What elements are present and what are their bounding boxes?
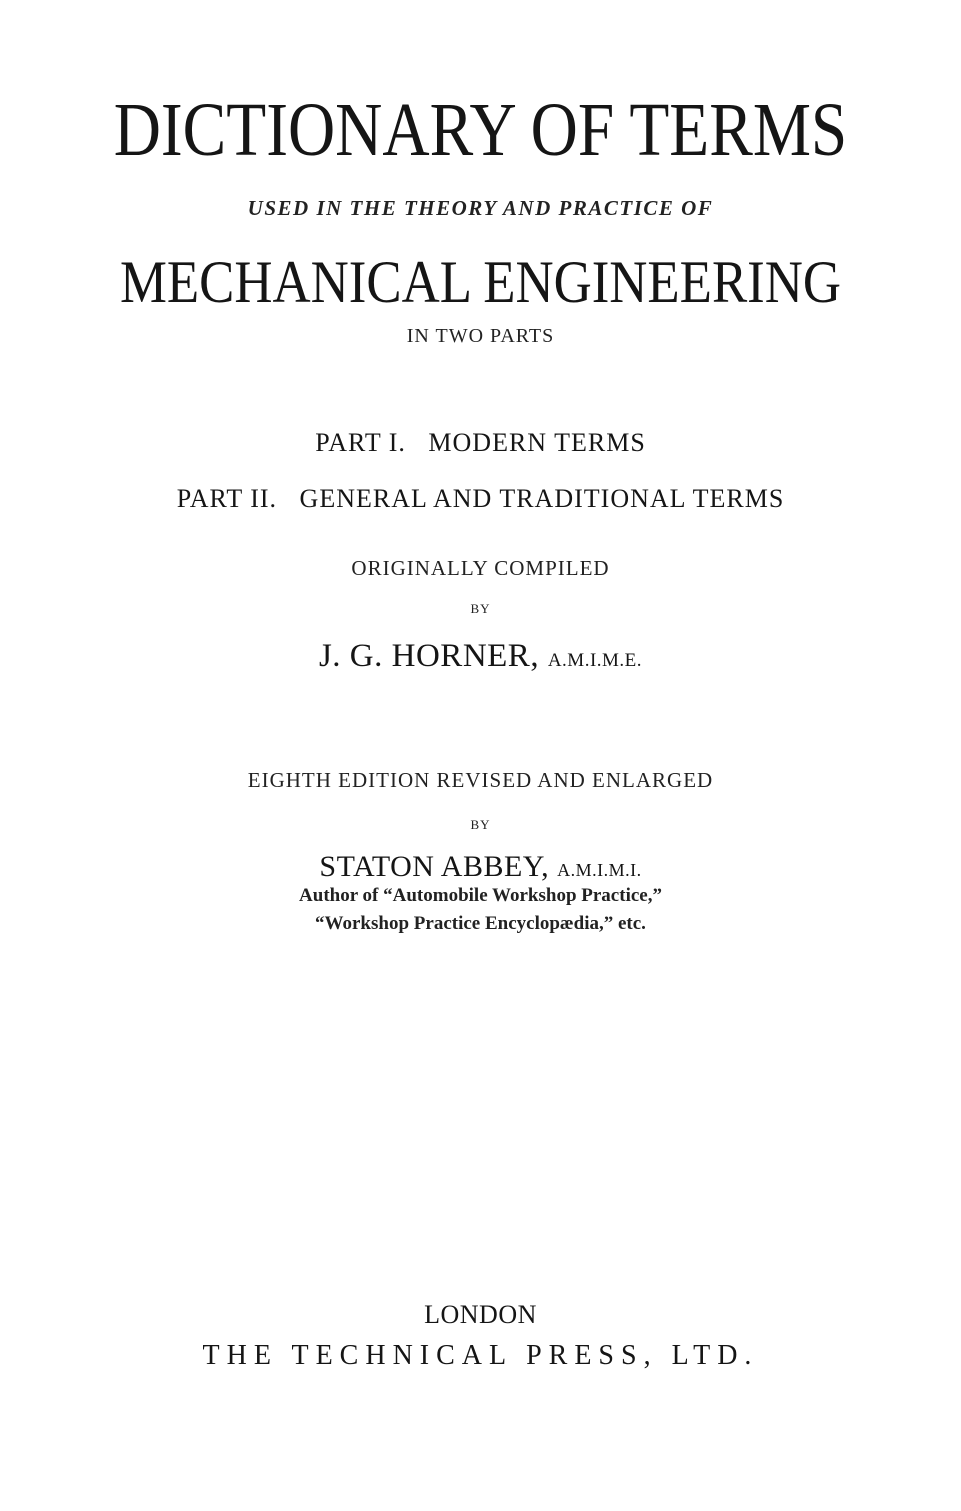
imprint-publisher: THE TECHNICAL PRESS, LTD. — [202, 1340, 759, 1371]
book-title: DICTIONARY OF TERMS — [113, 88, 848, 172]
part-one-heading: PART I. MODERN TERMS — [315, 428, 646, 457]
original-author-name: J. G. HORNER, — [318, 638, 540, 674]
edition-label: EIGHTH EDITION REVISED AND ENLARGED — [247, 768, 714, 792]
by-label-original: BY — [470, 601, 491, 616]
imprint-city: LONDON — [424, 1300, 537, 1329]
original-author-credentials: A.M.I.M.E. — [547, 650, 643, 671]
by-label-edition: BY — [470, 817, 491, 832]
reviser-name: STATON ABBEY, — [319, 850, 550, 883]
book-title-subject: MECHANICAL ENGINEERING — [119, 249, 842, 315]
parts-note: IN TWO PARTS — [406, 325, 555, 347]
original-author — [0, 640, 961, 673]
reviser-note-line-2: “Workshop Practice Encyclopædia,” etc. — [315, 913, 646, 934]
reviser — [0, 852, 961, 882]
reviser-note-line-1: Author of “Automobile Workshop Practice,” — [299, 885, 662, 906]
reviser-credentials: A.M.I.M.I. — [557, 860, 642, 880]
originally-compiled-label: ORIGINALLY COMPILED — [351, 556, 610, 580]
book-subtitle: USED IN THE THEORY AND PRACTICE OF — [247, 196, 714, 220]
part-two-heading: PART II. GENERAL AND TRADITIONAL TERMS — [176, 484, 785, 513]
